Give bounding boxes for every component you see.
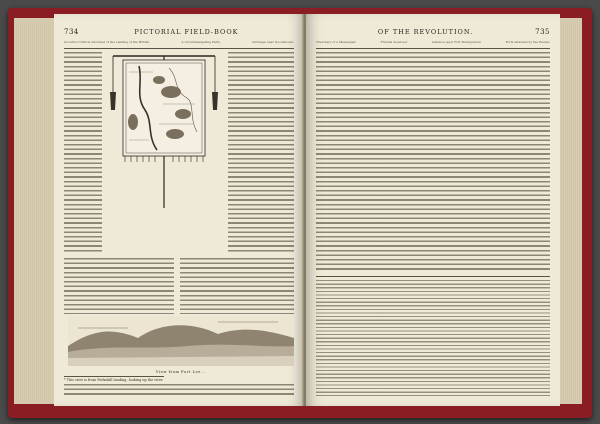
illustration-caption: View from Fort Lee... xyxy=(155,370,207,374)
left-subhead-1: Governor Clinton informed of the Landing of the British. xyxy=(64,40,151,44)
left-footnote: * This view is from Peekskill landing, looking up the river. xyxy=(64,378,164,382)
right-running-title: OF THE REVOLUTION. xyxy=(377,28,474,36)
left-running-head xyxy=(64,28,294,36)
map-banner-illustration xyxy=(109,52,219,208)
right-footnotes-text xyxy=(316,280,550,396)
left-page-number: 734 xyxy=(64,28,79,36)
right-subhead-2: Friends deceived. xyxy=(380,40,408,44)
left-subheads xyxy=(64,40,294,46)
landscape-illustration xyxy=(68,316,294,374)
right-subhead-3: Advance upon Fort Montgomery. xyxy=(431,40,482,44)
left-footnote-lines xyxy=(64,384,294,396)
left-subhead-3: Outrages near Doodletown. xyxy=(251,40,294,44)
map-banner-svg xyxy=(109,52,219,208)
left-subhead-2: A circumnavigating Party. xyxy=(181,40,221,44)
page-edges-right xyxy=(560,18,582,404)
right-running-head xyxy=(316,28,550,36)
right-body-text xyxy=(316,52,550,272)
left-head-rule xyxy=(64,48,294,49)
page-edges-left xyxy=(14,18,55,404)
left-text-block-c xyxy=(64,258,174,314)
left-page xyxy=(54,14,304,406)
right-page xyxy=(306,14,560,406)
right-head-rule xyxy=(316,48,550,49)
right-footnote-rule xyxy=(316,276,550,277)
right-subhead-4: Forts attacked by the Enemy. xyxy=(505,40,550,44)
right-page-number: 735 xyxy=(535,28,550,36)
landscape-svg xyxy=(68,316,294,366)
footnote-rule xyxy=(64,376,164,377)
right-subheads xyxy=(316,40,550,46)
left-text-column-b xyxy=(228,52,294,252)
left-text-column-a xyxy=(64,52,102,252)
right-subhead-1: Treachery of a Messenger. xyxy=(316,40,357,44)
left-running-title: PICTORIAL FIELD-BOOK xyxy=(134,28,239,36)
left-text-block-d xyxy=(180,258,294,314)
